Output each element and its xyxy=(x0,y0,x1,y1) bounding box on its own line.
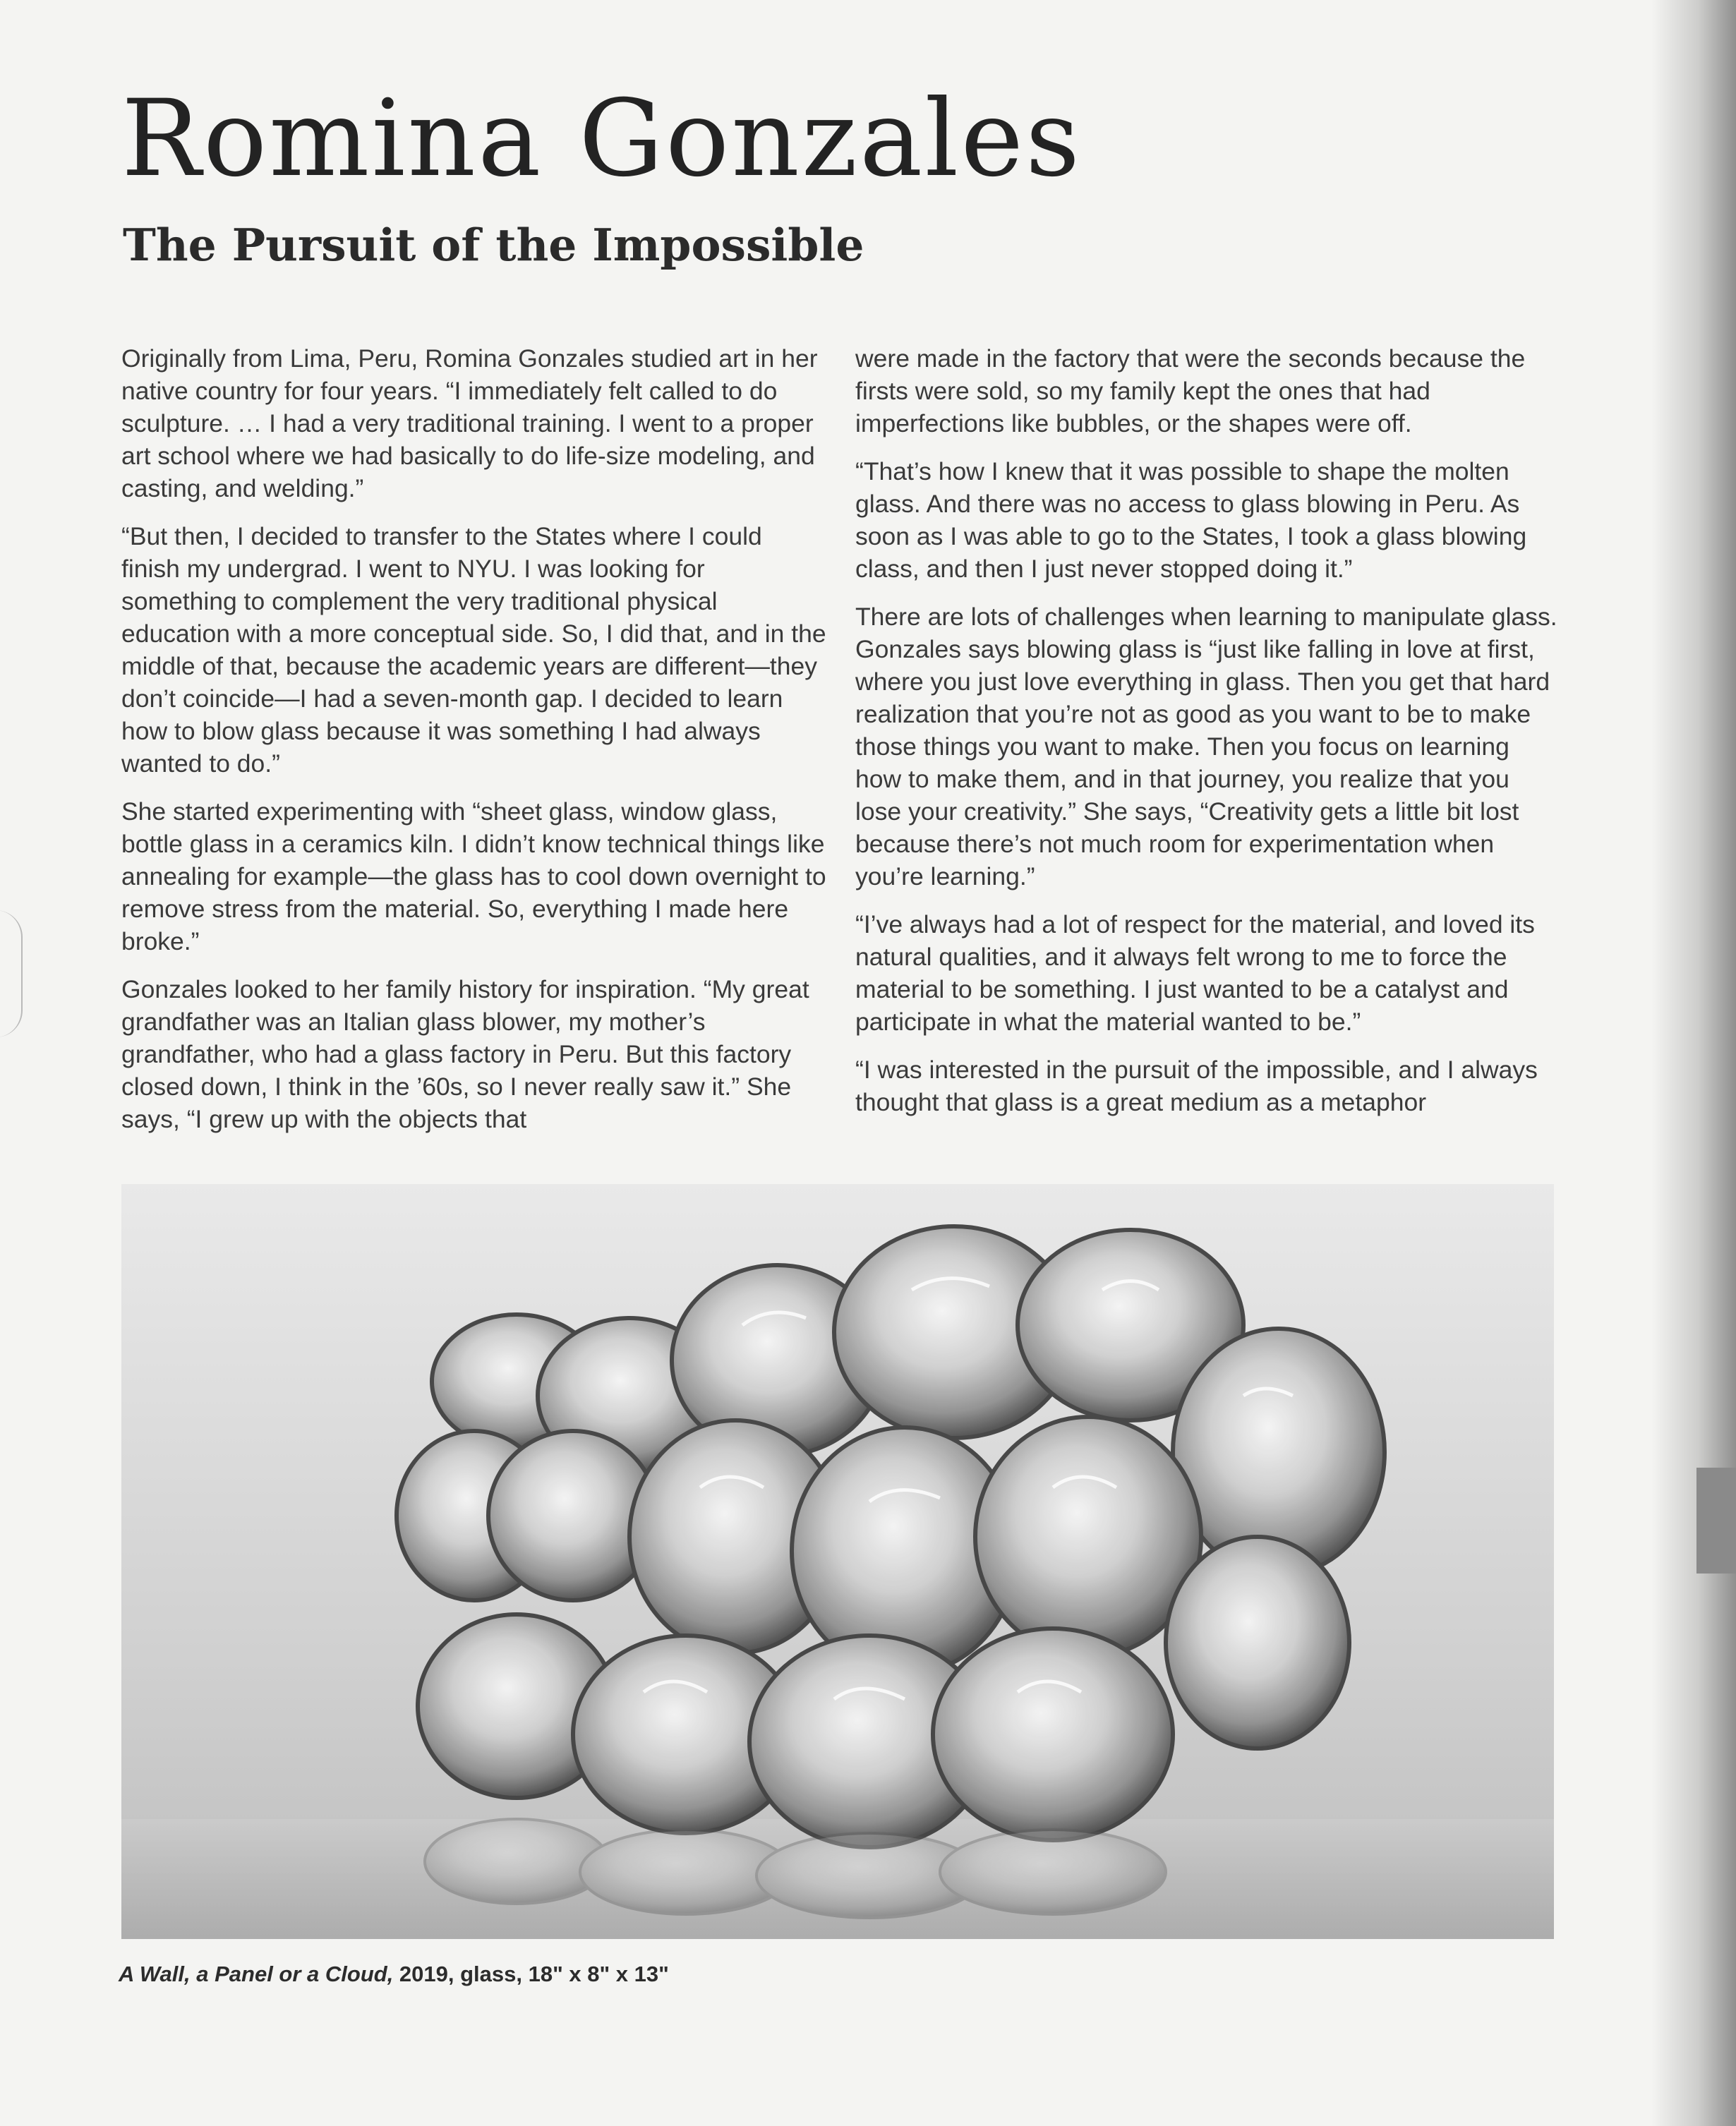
paragraph: “That’s how I knew that it was possible to shape the molten glass. And there was no access to glass blowing in Peru. As soon as I was able to go to the States, I took a glass blowing class, and then I just never stopped doing it.” xyxy=(855,457,1527,583)
paragraph: Originally from Lima, Peru, Romina Gonzales studied art in her native country for four years. “I immediately felt called to do sculpture. … I had a very traditional training. I went to a proper art school where we had basically to do life-size modeling, and casting, and welding.” xyxy=(121,344,818,502)
page-edge-mark xyxy=(0,910,23,1037)
photo-caption xyxy=(119,1962,669,1987)
paragraph: She started experimenting with “sheet glass, window glass, bottle glass in a ceramics kiln. I didn’t know technical things like annealing for example—the glass has to cool down overnight to remove stress from the material. So, everything I made here broke.” xyxy=(121,797,826,955)
caption-details: 2019, glass, 18" x 8" x 13" xyxy=(393,1962,669,1986)
paragraph: Gonzales looked to her family history for inspiration. “My great grandfather was an Italian glass blower, my mother’s grandfather, who had a glass factory in Peru. But this factory closed down, I think in the ’60s, so I never really saw it.” She says, “I grew up with the objects that xyxy=(121,975,809,1133)
binding-shadow xyxy=(1651,0,1736,2126)
paragraph: “I’ve always had a lot of respect for the material, and loved its natural qualities, and it always felt wrong to me to force the material to be something. I just wanted to be a catalyst and participate in what the material wanted to be.” xyxy=(855,910,1535,1036)
page-edge-tab xyxy=(1696,1468,1736,1574)
article-title: Romina Gonzales xyxy=(121,78,1083,200)
glass-sculpture-image xyxy=(121,1184,1554,1939)
paragraph: There are lots of challenges when learning to manipulate glass. Gonzales says blowing glass is “just like falling in love at first, where you just love everything in glass. Then you get that hard realization that you’re not as good as you want to be to make those things you want to make. Then you focus on learning how to make them, and in that journey, you realize that you lose your creativity.” She says, “Creativity gets a little bit lost because there’s not much room for experimentation when you’re learning.” xyxy=(855,603,1557,890)
paragraph: “I was interested in the pursuit of the impossible, and I always thought that glass is a great medium as a metaphor xyxy=(855,1056,1538,1116)
paragraph: “But then, I decided to transfer to the States where I could finish my undergrad. I went to NYU. I was looking for something to complement the very traditional physical education with a more conceptual side. So, I did that, and in the middle of that, because the academic years are different—they don’t coincide—I had a seven-month gap. I decided to learn how to blow glass because it was something I had always wanted to do.” xyxy=(121,522,826,778)
paragraph: were made in the factory that were the seconds because the firsts were sold, so my family kept the ones that had imperfections like bubbles, or the shapes were off. xyxy=(855,344,1526,437)
caption-work-title: A Wall, a Panel or a Cloud, xyxy=(119,1962,394,1986)
artwork-photo xyxy=(121,1184,1554,1939)
right-text-column xyxy=(855,342,1561,1134)
article-subtitle: The Pursuit of the Impossible xyxy=(123,219,864,271)
left-text-column xyxy=(121,342,827,1151)
